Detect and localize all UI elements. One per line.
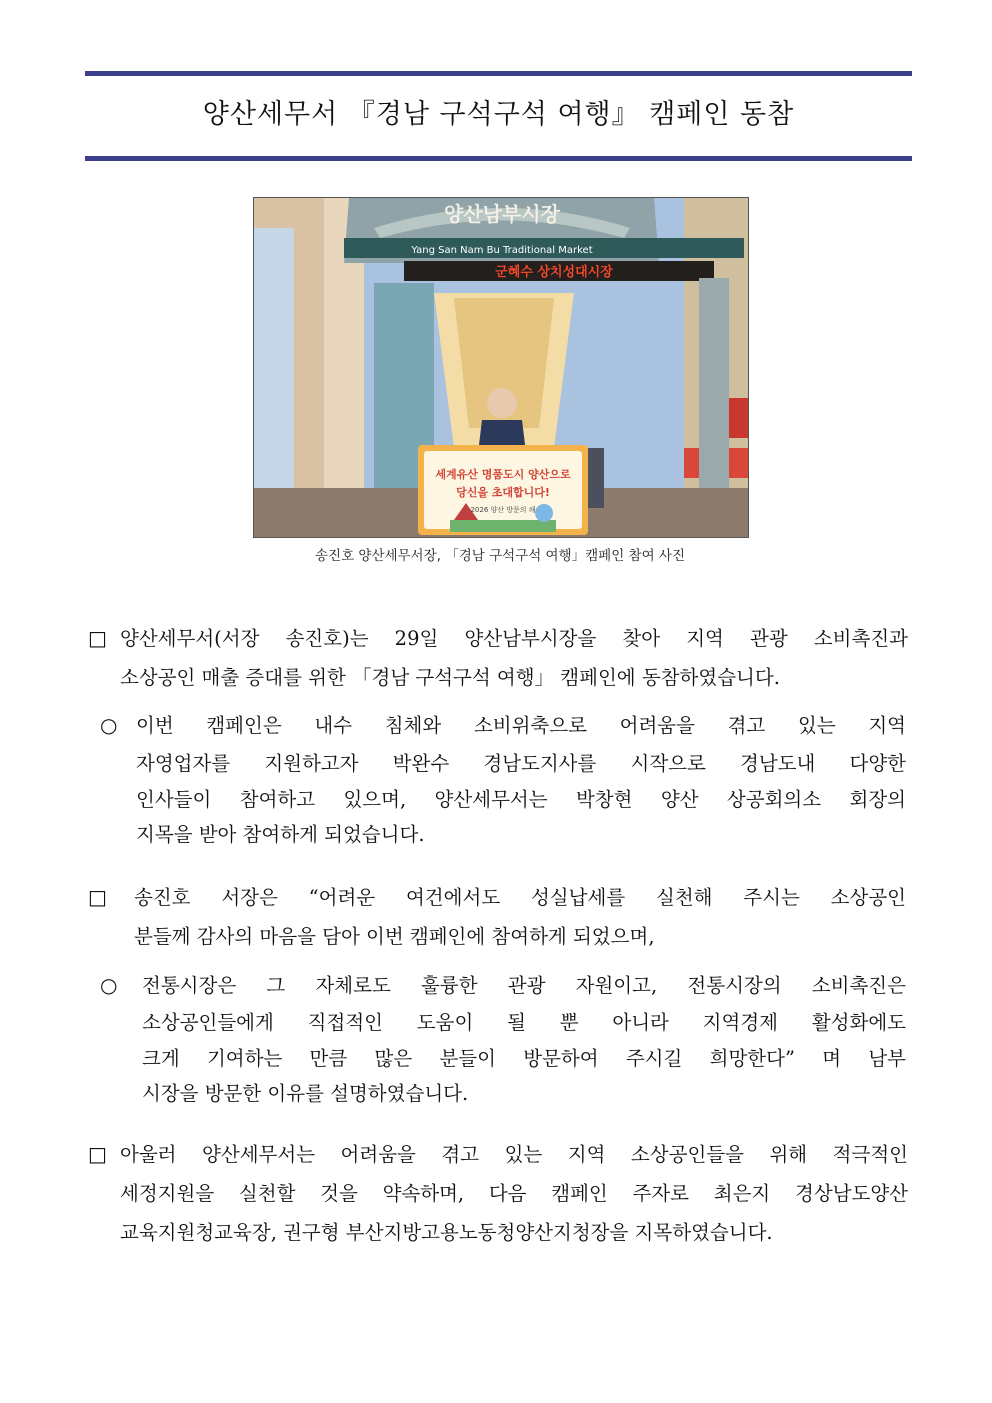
paragraph-line: 분들께 감사의 마음을 담아 이번 캠페인에 참여하게 되었으며, — [134, 925, 655, 948]
paragraph-line: 소상공인 매출 증대를 위한 「경남 구석구석 여행」 캠페인에 동참하였습니다. — [120, 666, 780, 689]
paragraph-line: 이번 캠페인은 내수 침체와 소비위축으로 어려움을 겪고 있는 지역 — [136, 714, 906, 737]
title-rule-bottom — [85, 156, 912, 161]
circle-bullet: ○ — [100, 713, 118, 737]
paragraph-line: 크게 기여하는 만큼 많은 분들이 방문하여 주시길 희망한다” 며 남부 — [142, 1047, 906, 1070]
paragraph-line: 인사들이 참여하고 있으며, 양산세무서는 박창현 양산 상공회의소 회장의 — [136, 788, 906, 811]
paragraph-line: 송진호 서장은 “어려운 여건에서도 성실납세를 실천해 주시는 소상공인 — [134, 886, 906, 909]
square-bullet: □ — [88, 885, 107, 909]
led-sign-text: 군혜수 상치성대시장 — [495, 265, 613, 280]
paragraph-line: 소상공인들에게 직접적인 도움이 될 뿐 아니라 지역경제 활성화에도 — [142, 1011, 906, 1034]
market-sign-korean: 양산남부시장 — [444, 202, 560, 226]
circle-bullet: ○ — [100, 973, 118, 997]
board-year: 2026 양산 방문의 해 — [470, 506, 536, 514]
title-rule-top — [85, 71, 912, 76]
photo-caption: 송진호 양산세무서장, 「경남 구석구석 여행」캠페인 참여 사진 — [314, 548, 686, 564]
paragraph-line: 자영업자를 지원하고자 박완수 경남도지사를 시작으로 경남도내 다양한 — [136, 752, 906, 775]
paragraph-line: 시장을 방문한 이유를 설명하였습니다. — [142, 1082, 469, 1105]
market-sign-english: Yang San Nam Bu Traditional Market — [411, 245, 593, 256]
square-bullet: □ — [88, 1142, 107, 1166]
board-line-1: 세계유산 명품도시 양산으로 — [435, 468, 571, 481]
square-bullet: □ — [88, 626, 107, 650]
paragraph-line: 지목을 받아 참여하게 되었습니다. — [136, 823, 425, 846]
campaign-photo — [253, 197, 749, 538]
paragraph-line: 전통시장은 그 자체로도 훌륭한 관광 자원이고, 전통시장의 소비촉진은 — [142, 974, 906, 997]
paragraph-line: 아울러 양산세무서는 어려움을 겪고 있는 지역 소상공인들을 위해 적극적인 — [120, 1143, 908, 1166]
paragraph-line: 양산세무서(서장 송진호)는 29일 양산남부시장을 찾아 지역 관광 소비촉진과 — [120, 627, 908, 650]
paragraph-line: 세정지원을 실천할 것을 약속하며, 다음 캠페인 주자로 최은지 경상남도양산 — [120, 1182, 908, 1205]
paragraph-line: 교육지원청교육장, 권구형 부산지방고용노동청양산지청장을 지목하였습니다. — [120, 1221, 773, 1244]
board-line-2: 당신을 초대합니다! — [456, 486, 550, 499]
page-title: 양산세무서 『경남 구석구석 여행』 캠페인 동참 — [202, 99, 795, 130]
